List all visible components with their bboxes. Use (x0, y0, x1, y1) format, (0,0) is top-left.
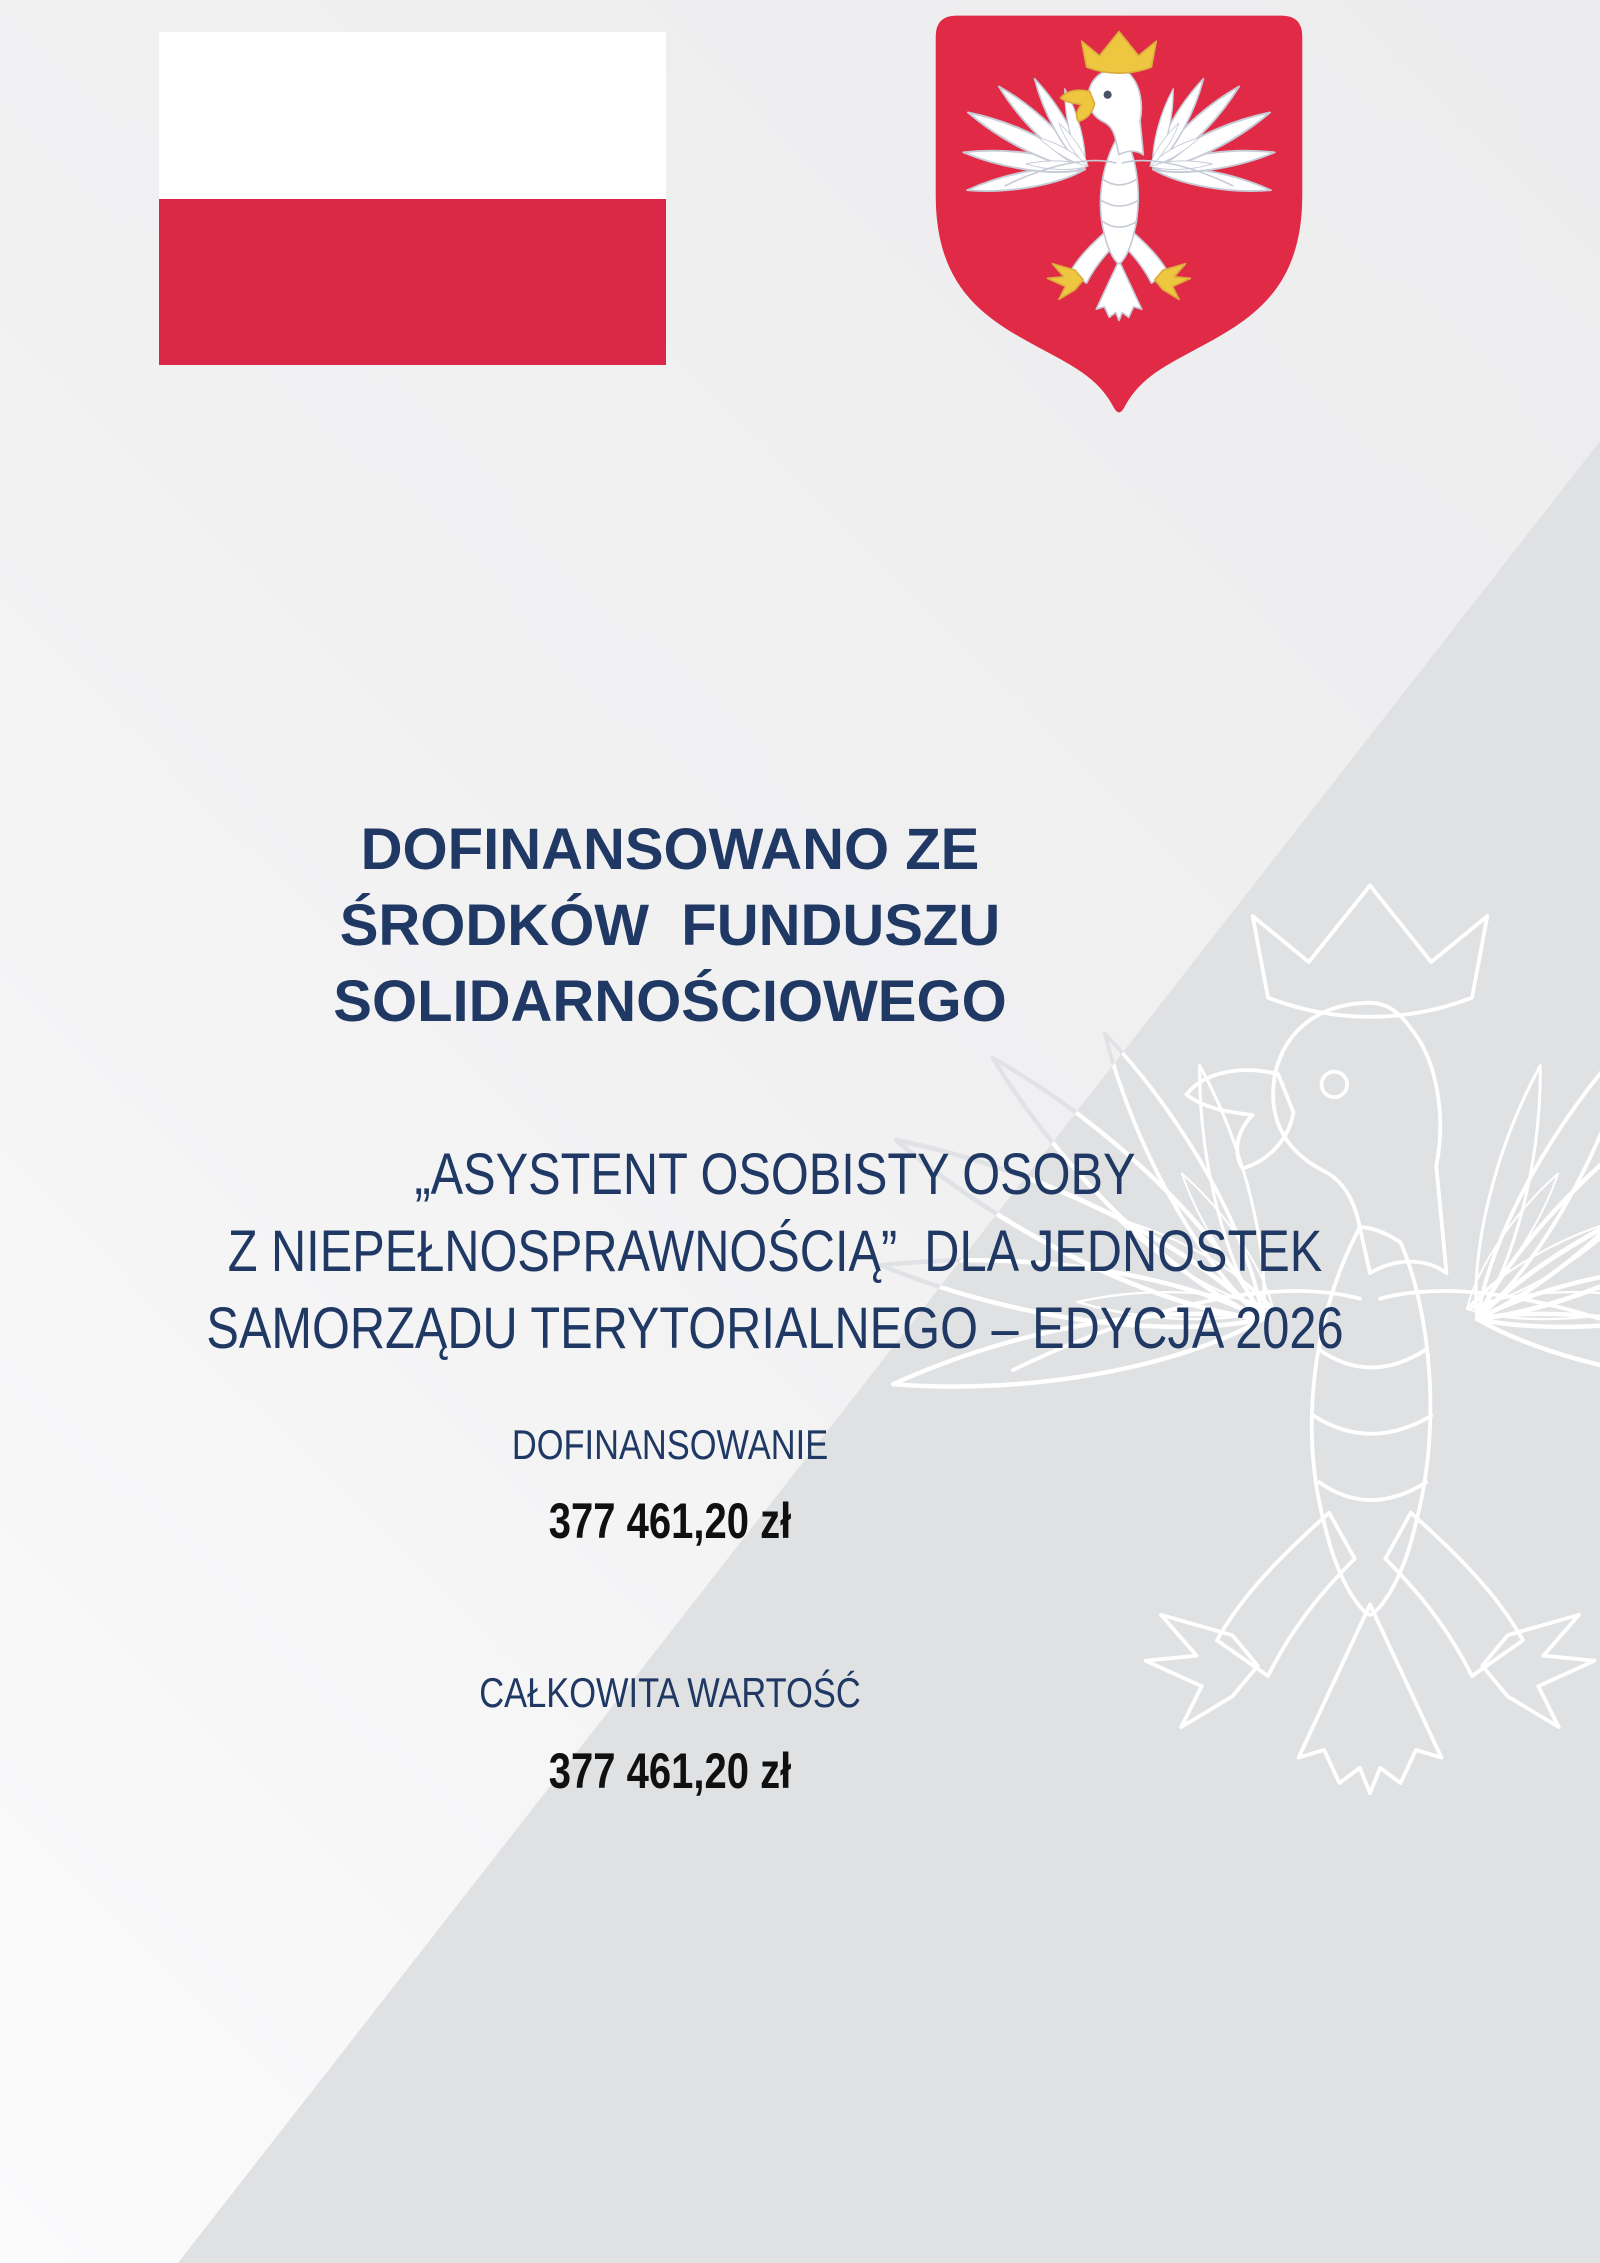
program-line-3: SAMORZĄDU TERYTORIALNEGO – EDYCJA 2026 (206, 1296, 1344, 1361)
poland-flag-icon (159, 32, 666, 365)
flag-red-stripe (159, 199, 666, 366)
eagle-eye (1104, 91, 1112, 99)
funding-amount: 377 461,20 zł (548, 1493, 792, 1549)
funding-label: DOFINANSOWANIE (511, 1421, 829, 1468)
total-value-amount: 377 461,20 zł (548, 1743, 792, 1799)
title-line-1: DOFINANSOWANO ZE (360, 817, 980, 882)
program-line-1: „ASYSTENT OSOBISTY OSOBY (414, 1142, 1136, 1207)
flag-white-stripe (159, 32, 666, 199)
poland-coat-of-arms-icon (930, 10, 1308, 420)
title-line-2: ŚRODKÓW FUNDUSZU (339, 893, 1001, 958)
program-line-2: Z NIEPEŁNOSPRAWNOŚCIĄ” DLA JEDNOSTEK (227, 1219, 1323, 1284)
poster-title (0, 812, 1340, 1040)
program-name (0, 1136, 1550, 1367)
total-value-label: CAŁKOWITA WARTOŚĆ (479, 1669, 861, 1716)
title-line-3: SOLIDARNOŚCIOWEGO (333, 969, 1007, 1034)
